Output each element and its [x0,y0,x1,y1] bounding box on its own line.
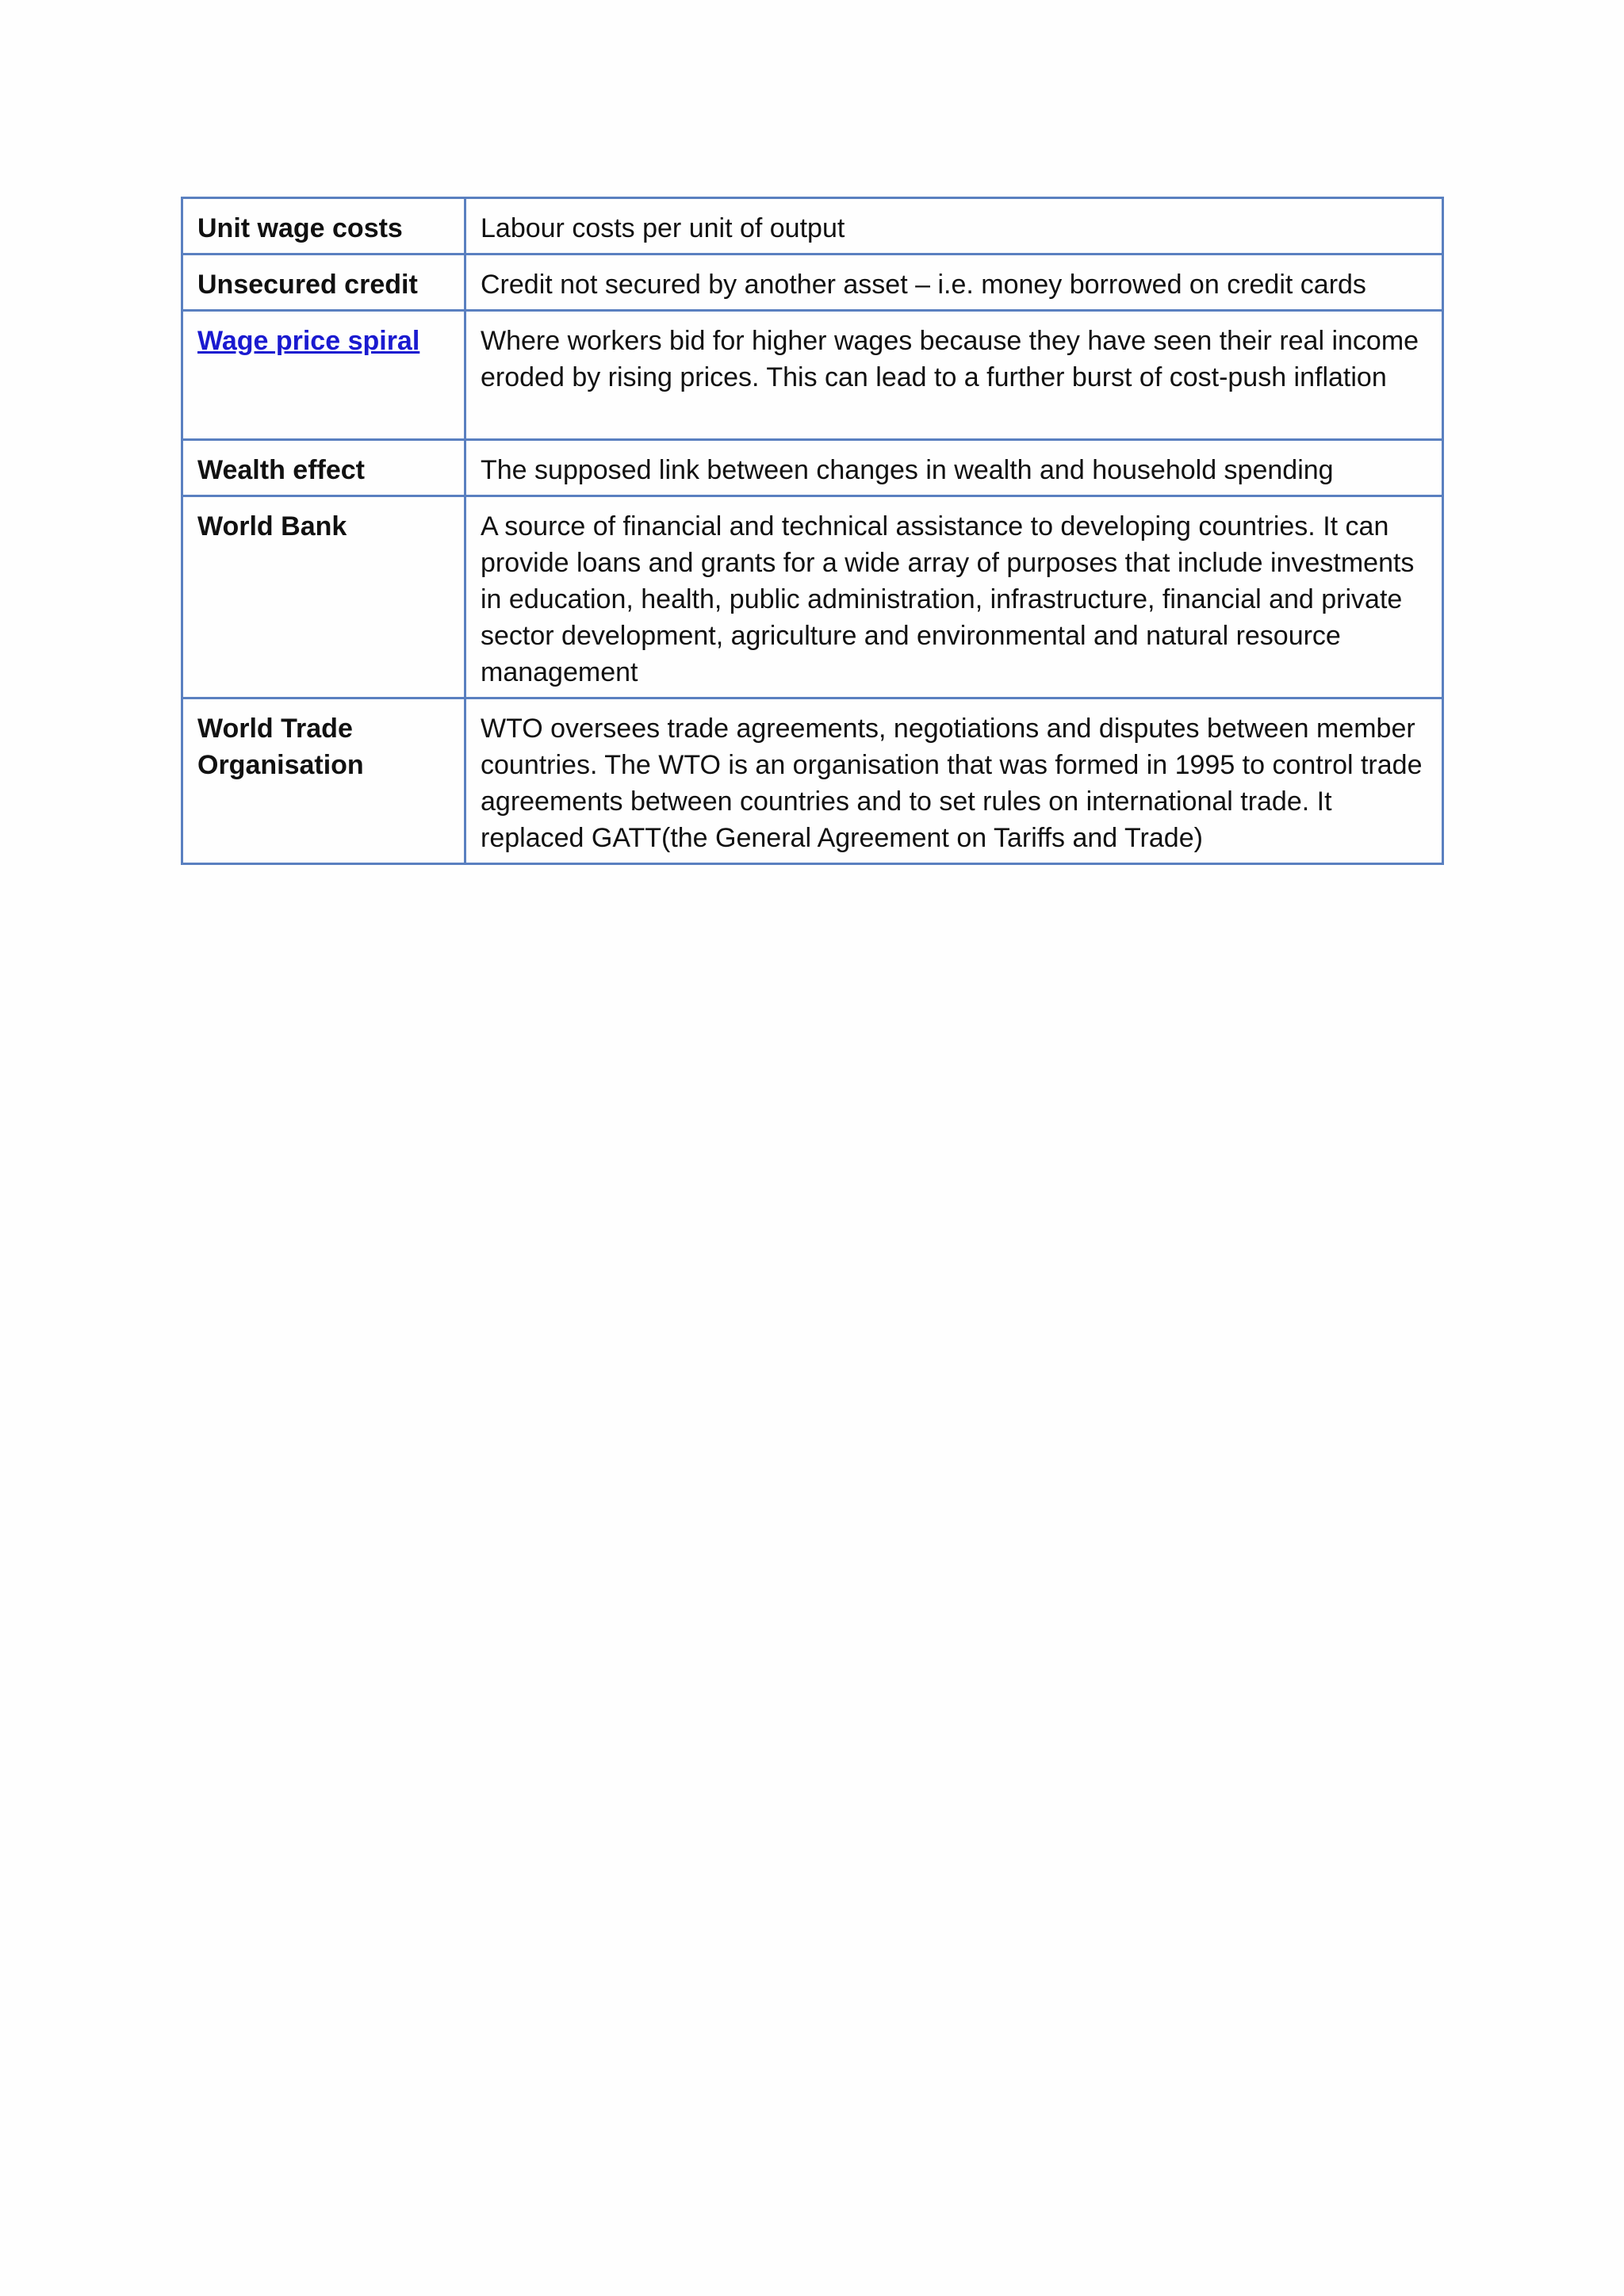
glossary-definition: Where workers bid for higher wages because they have seen their real income eroded by rising prices. This can lead to a further burst of cost-push inflation [465,311,1443,440]
glossary-definition: WTO oversees trade agreements, negotiations and disputes between member countries. The WTO is an organisation that was formed in 1995 to control trade agreements between countries and to set rules on international trade. It replaced GATT(the General Agreement on Tariffs and Trade) [465,698,1443,864]
glossary-term: World Trade Organisation [182,698,465,864]
table-row [182,198,1443,254]
table-row [182,440,1443,496]
glossary-definition: The supposed link between changes in wealth and household spending [465,440,1443,496]
glossary-definition: A source of financial and technical assistance to developing countries. It can provide loans and grants for a wide array of purposes that include investments in education, health, public administration, infrastructure, financial and private sector development, agriculture and environmental and natural resource management [465,496,1443,698]
table-row [182,311,1443,440]
wage-price-spiral-link[interactable]: Wage price spiral [197,326,420,356]
glossary-term: Unsecured credit [182,254,465,311]
glossary-definition: Labour costs per unit of output [465,198,1443,254]
table-row [182,698,1443,864]
glossary-term-cell [182,311,465,440]
glossary-definition: Credit not secured by another asset – i.e. money borrowed on credit cards [465,254,1443,311]
glossary-table [181,197,1444,865]
table-row [182,496,1443,698]
glossary-term: World Bank [182,496,465,698]
glossary-term: Wealth effect [182,440,465,496]
table-row [182,254,1443,311]
glossary-term: Unit wage costs [182,198,465,254]
